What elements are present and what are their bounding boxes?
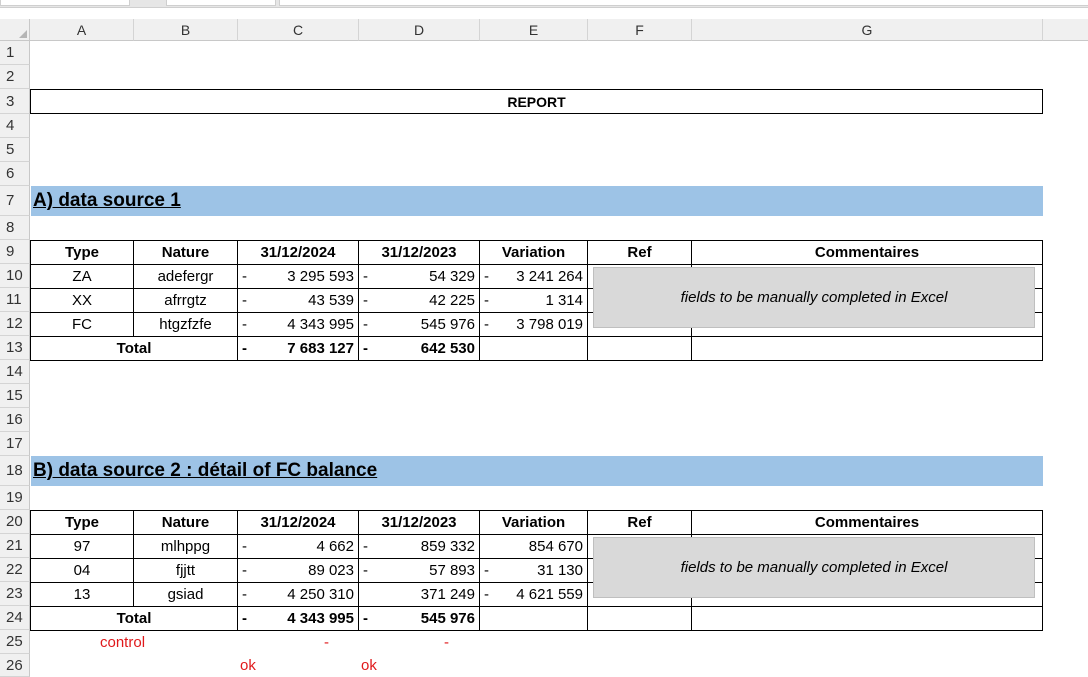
control-ok-c[interactable]: ok xyxy=(240,657,256,674)
total-commentaires[interactable] xyxy=(691,606,1043,631)
total-commentaires[interactable] xyxy=(691,336,1043,361)
header-type[interactable]: Type xyxy=(30,510,134,535)
cell-value: 3 241 264 xyxy=(516,268,583,285)
dash-sign: - xyxy=(363,268,368,285)
cell-nature[interactable]: afrrgtz xyxy=(133,288,238,313)
column-header-e[interactable]: E xyxy=(480,19,588,41)
row-header[interactable]: 24 xyxy=(0,606,30,630)
cell-2023[interactable] xyxy=(358,558,480,583)
cell-variation[interactable] xyxy=(479,582,588,607)
cell-variation[interactable] xyxy=(479,312,588,337)
dash-sign: - xyxy=(242,268,247,285)
cell-type[interactable]: ZA xyxy=(30,264,134,289)
total-label[interactable]: Total xyxy=(30,606,238,631)
cell-2024[interactable] xyxy=(237,534,359,559)
cell-value: 4 621 559 xyxy=(516,586,583,603)
section-b-title[interactable]: B) data source 2 : détail of FC balance xyxy=(31,456,1043,486)
cell-2024[interactable] xyxy=(237,288,359,313)
header-nature[interactable]: Nature xyxy=(133,240,238,265)
row-header[interactable]: 2 xyxy=(0,65,30,89)
row-header[interactable]: 20 xyxy=(0,510,30,534)
row-header[interactable]: 6 xyxy=(0,162,30,186)
cell-type[interactable]: FC xyxy=(30,312,134,337)
row-header[interactable]: 22 xyxy=(0,558,30,582)
cell-type[interactable]: 13 xyxy=(30,582,134,607)
manual-fields-note[interactable]: fields to be manually completed in Excel xyxy=(593,537,1035,598)
dash-sign: - xyxy=(242,340,247,357)
row-header[interactable]: 3 xyxy=(0,89,30,114)
total-2024[interactable] xyxy=(237,336,359,361)
sheet-tab-stub[interactable] xyxy=(166,0,276,6)
report-title[interactable]: REPORT xyxy=(30,89,1043,114)
dash-sign: - xyxy=(363,340,368,357)
row-header[interactable]: 14 xyxy=(0,360,30,384)
cell-value: 31 130 xyxy=(537,562,583,579)
row-header[interactable]: 9 xyxy=(0,240,30,264)
total-variation[interactable] xyxy=(479,606,588,631)
tab-strip xyxy=(0,0,1088,8)
row-header[interactable]: 4 xyxy=(0,114,30,138)
header-2024[interactable]: 31/12/2024 xyxy=(237,240,359,265)
cell-nature[interactable]: mlhppg xyxy=(133,534,238,559)
row-header[interactable]: 25 xyxy=(0,630,30,654)
cell-variation[interactable] xyxy=(479,288,588,313)
cell-value: 54 329 xyxy=(429,268,475,285)
cell-value: 4 250 310 xyxy=(287,586,354,603)
cell-value: 43 539 xyxy=(308,292,354,309)
dash-sign: - xyxy=(242,538,247,555)
cell-value: 1 314 xyxy=(545,292,583,309)
cell-value: 3 798 019 xyxy=(516,316,583,333)
dash-sign: - xyxy=(363,292,368,309)
total-label[interactable]: Total xyxy=(30,336,238,361)
cell-2024[interactable] xyxy=(237,582,359,607)
header-ref[interactable]: Ref xyxy=(587,240,692,265)
row-header[interactable]: 21 xyxy=(0,534,30,558)
row-header[interactable]: 17 xyxy=(0,432,30,456)
row-header[interactable]: 12 xyxy=(0,312,30,336)
row-header[interactable]: 13 xyxy=(0,336,30,360)
total-2023[interactable] xyxy=(358,336,480,361)
cell-2023[interactable] xyxy=(358,582,480,607)
total-2023[interactable] xyxy=(358,606,480,631)
header-2024[interactable]: 31/12/2024 xyxy=(237,510,359,535)
cell-value: 7 683 127 xyxy=(287,340,354,357)
cell-2023[interactable] xyxy=(358,534,480,559)
dash-sign: - xyxy=(242,610,247,627)
header-2023[interactable]: 31/12/2023 xyxy=(358,510,480,535)
cell-2023[interactable] xyxy=(358,288,480,313)
cell-nature[interactable]: htgzfzfe xyxy=(133,312,238,337)
dash-sign: - xyxy=(363,316,368,333)
cell-variation[interactable] xyxy=(479,534,588,559)
header-commentaires[interactable]: Commentaires xyxy=(691,510,1043,535)
control-dash-c[interactable]: - xyxy=(324,633,329,651)
total-variation[interactable] xyxy=(479,336,588,361)
total-ref[interactable] xyxy=(587,336,692,361)
dash-sign: - xyxy=(242,316,247,333)
row-header[interactable]: 11 xyxy=(0,288,30,312)
row-header[interactable]: 7 xyxy=(0,186,30,216)
cell-type[interactable]: XX xyxy=(30,288,134,313)
dash-sign: - xyxy=(242,562,247,579)
cell-nature[interactable]: adefergr xyxy=(133,264,238,289)
cell-nature[interactable]: gsiad xyxy=(133,582,238,607)
row-header[interactable]: 16 xyxy=(0,408,30,432)
cell-value: 42 225 xyxy=(429,292,475,309)
cell-2024[interactable] xyxy=(237,558,359,583)
row-header[interactable]: 26 xyxy=(0,654,30,677)
header-type[interactable]: Type xyxy=(30,240,134,265)
cell-2023[interactable] xyxy=(358,312,480,337)
cell-value: 545 976 xyxy=(420,610,475,627)
control-label[interactable]: control xyxy=(100,633,146,651)
cell-variation[interactable] xyxy=(479,264,588,289)
cell-type[interactable]: 04 xyxy=(30,558,134,583)
dash-sign: - xyxy=(484,562,489,579)
dash-sign: - xyxy=(363,562,368,579)
header-variation[interactable]: Variation xyxy=(479,240,588,265)
cell-value: 854 670 xyxy=(528,538,583,555)
dash-sign: - xyxy=(484,316,489,333)
row-header[interactable]: 19 xyxy=(0,486,30,510)
column-header-h[interactable] xyxy=(1043,19,1088,41)
section-a-title[interactable]: A) data source 1 xyxy=(31,186,1043,216)
row-header[interactable]: 1 xyxy=(0,41,30,65)
cell-variation[interactable] xyxy=(479,558,588,583)
formula-bar-stub[interactable] xyxy=(279,0,1088,6)
cell-value: 4 343 995 xyxy=(287,610,354,627)
row-header[interactable]: 15 xyxy=(0,384,30,408)
dash-sign: - xyxy=(484,586,489,603)
cell-value: 3 295 593 xyxy=(287,268,354,285)
row-header[interactable]: 23 xyxy=(0,582,30,606)
manual-fields-note[interactable]: fields to be manually completed in Excel xyxy=(593,267,1035,328)
cell-2024[interactable] xyxy=(237,312,359,337)
cell-value: 371 249 xyxy=(420,586,475,603)
header-commentaires[interactable]: Commentaires xyxy=(691,240,1043,265)
row-header[interactable]: 18 xyxy=(0,456,30,486)
cell-value: 642 530 xyxy=(420,340,475,357)
column-header-a[interactable]: A xyxy=(30,19,134,41)
dash-sign: - xyxy=(363,610,368,627)
dash-sign: - xyxy=(242,586,247,603)
dash-sign: - xyxy=(242,292,247,309)
column-header-f[interactable]: F xyxy=(588,19,692,41)
dash-sign: - xyxy=(484,268,489,285)
cell-nature[interactable]: fjjtt xyxy=(133,558,238,583)
control-ok-d[interactable]: ok xyxy=(361,657,377,674)
header-2023[interactable]: 31/12/2023 xyxy=(358,240,480,265)
header-ref[interactable]: Ref xyxy=(587,510,692,535)
cell-value: 859 332 xyxy=(420,538,475,555)
row-header[interactable]: 5 xyxy=(0,138,30,162)
cell-2023[interactable] xyxy=(358,264,480,289)
cell-value: 89 023 xyxy=(308,562,354,579)
cell-type[interactable]: 97 xyxy=(30,534,134,559)
cell-value: 57 893 xyxy=(429,562,475,579)
total-ref[interactable] xyxy=(587,606,692,631)
select-all-corner[interactable] xyxy=(0,19,30,41)
cell-value: 545 976 xyxy=(420,316,475,333)
column-header-b[interactable]: B xyxy=(134,19,238,41)
dash-sign: - xyxy=(363,538,368,555)
row-header[interactable]: 10 xyxy=(0,264,30,288)
column-header-g[interactable]: G xyxy=(692,19,1043,41)
cell-value: 4 343 995 xyxy=(287,316,354,333)
column-header-c[interactable]: C xyxy=(238,19,359,41)
cell-2024[interactable] xyxy=(237,264,359,289)
control-dash-d[interactable]: - xyxy=(444,633,449,651)
row-header[interactable]: 8 xyxy=(0,216,30,240)
total-2024[interactable] xyxy=(237,606,359,631)
cell-value: 4 662 xyxy=(316,538,354,555)
sheet-tab-stub[interactable] xyxy=(0,0,130,6)
header-nature[interactable]: Nature xyxy=(133,510,238,535)
column-header-d[interactable]: D xyxy=(359,19,480,41)
header-variation[interactable]: Variation xyxy=(479,510,588,535)
dash-sign: - xyxy=(484,292,489,309)
